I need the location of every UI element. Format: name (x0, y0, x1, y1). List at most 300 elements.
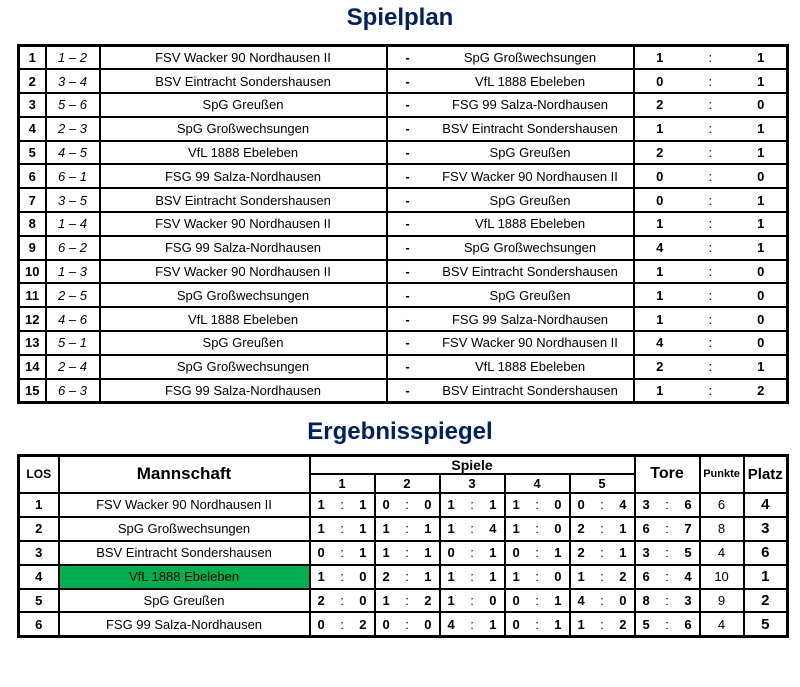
match-number: 10 (19, 260, 46, 284)
points: 9 (700, 589, 744, 613)
home-goals: 1 (656, 311, 664, 327)
home-goals: 1 (656, 287, 664, 303)
game-4-home: 0 (512, 545, 520, 561)
game-5-result (570, 589, 635, 613)
team-lot-number: 4 (19, 565, 59, 589)
game-1-away: 1 (359, 545, 367, 561)
score-colon: : (708, 192, 713, 208)
game-2-home: 1 (382, 592, 390, 608)
score-colon: : (470, 497, 474, 513)
spielplan-row (19, 46, 788, 70)
rank: 3 (744, 517, 788, 541)
away-team: VfL 1888 Ebeleben (474, 216, 586, 232)
game-1-away: 0 (359, 592, 367, 608)
score-colon: : (340, 616, 344, 632)
vs-dash: - (405, 50, 410, 66)
game-3-home: 0 (447, 545, 455, 561)
ergebnisspiegel-header (19, 455, 788, 493)
away-team: SpG Großwechsungen (463, 240, 597, 256)
score-colon: : (708, 335, 713, 351)
pairing-label: 1 – 2 (46, 46, 100, 70)
score-colon: : (405, 569, 409, 585)
match-number: 1 (19, 46, 46, 70)
ergebnisspiegel-body (19, 493, 788, 636)
goals-for: 5 (642, 616, 650, 632)
home-team: FSG 99 Salza-Nordhausen (100, 236, 387, 260)
score-colon: : (535, 592, 539, 608)
game-3-away: 1 (489, 545, 497, 561)
game-1-result (310, 565, 375, 589)
game-2-away: 2 (424, 592, 432, 608)
header-tore: Tore (635, 455, 700, 493)
game-5-home: 0 (577, 497, 585, 513)
match-number: 6 (19, 164, 46, 188)
score-colon: : (665, 497, 669, 513)
game-1-result (310, 589, 375, 613)
score-colon: : (600, 545, 604, 561)
home-team: SpG Greußen (100, 331, 387, 355)
game-2-home: 2 (382, 569, 390, 585)
team-lot-number: 5 (19, 589, 59, 613)
header-matchday-3: 3 (440, 474, 505, 493)
score-colon: : (600, 569, 604, 585)
score-colon: : (708, 311, 713, 327)
pairing-label: 6 – 2 (46, 236, 100, 260)
away-goals: 0 (757, 287, 765, 303)
home-goals: 1 (656, 121, 664, 137)
game-1-home: 2 (317, 592, 325, 608)
goals-total (635, 517, 700, 541)
goals-for: 3 (642, 497, 650, 513)
away-team: SpG Greußen (489, 287, 571, 303)
home-team: BSV Eintracht Sondershausen (100, 188, 387, 212)
game-4-result (505, 589, 570, 613)
game-5-result (570, 517, 635, 541)
score-colon: : (470, 592, 474, 608)
game-3-result (440, 517, 505, 541)
home-goals: 1 (656, 216, 664, 232)
pairing-label: 5 – 6 (46, 93, 100, 117)
score-colon: : (600, 592, 604, 608)
score-colon: : (600, 497, 604, 513)
game-1-result (310, 493, 375, 517)
rank: 1 (744, 565, 788, 589)
spielplan-row (19, 331, 788, 355)
header-matchday-1: 1 (310, 474, 375, 493)
away-cell (387, 141, 634, 165)
points: 4 (700, 612, 744, 636)
score-colon: : (340, 545, 344, 561)
match-number: 14 (19, 355, 46, 379)
game-3-away: 1 (489, 497, 497, 513)
game-1-away: 2 (359, 616, 367, 632)
match-number: 4 (19, 117, 46, 141)
home-team: SpG Großwechsungen (100, 283, 387, 307)
score-colon: : (535, 569, 539, 585)
score-colon: : (535, 521, 539, 537)
game-3-result (440, 612, 505, 636)
home-goals: 4 (656, 335, 664, 351)
goals-against: 5 (684, 545, 692, 561)
home-goals: 2 (656, 145, 664, 161)
game-3-away: 1 (489, 616, 497, 632)
ergebnis-row (19, 589, 788, 613)
away-cell (387, 188, 634, 212)
game-1-home: 0 (317, 616, 325, 632)
game-2-result (375, 589, 440, 613)
away-goals: 1 (757, 145, 765, 161)
game-1-result (310, 541, 375, 565)
away-goals: 1 (757, 73, 765, 89)
game-3-home: 1 (447, 497, 455, 513)
game-4-away: 0 (554, 569, 562, 585)
rank: 6 (744, 541, 788, 565)
home-team: VfL 1888 Ebeleben (100, 307, 387, 331)
game-5-home: 1 (577, 569, 585, 585)
team-name: SpG Großwechsungen (59, 517, 310, 541)
goals-total (635, 612, 700, 636)
result-cell (634, 69, 788, 93)
away-cell (387, 379, 634, 403)
score-colon: : (665, 616, 669, 632)
game-1-home: 1 (317, 521, 325, 537)
goals-total (635, 541, 700, 565)
game-3-away: 0 (489, 592, 497, 608)
away-cell (387, 212, 634, 236)
result-cell (634, 283, 788, 307)
score-colon: : (340, 497, 344, 513)
spielplan-row (19, 355, 788, 379)
rank: 4 (744, 493, 788, 517)
away-team: SpG Greußen (489, 192, 571, 208)
match-number: 15 (19, 379, 46, 403)
home-team: FSV Wacker 90 Nordhausen II (100, 46, 387, 70)
score-colon: : (405, 497, 409, 513)
game-2-home: 0 (382, 616, 390, 632)
header-matchday-4: 4 (505, 474, 570, 493)
game-4-away: 1 (554, 592, 562, 608)
away-team: FSG 99 Salza-Nordhausen (451, 311, 609, 327)
home-goals: 0 (656, 168, 664, 184)
vs-dash: - (405, 359, 410, 375)
away-team: BSV Eintracht Sondershausen (442, 264, 618, 280)
match-number: 12 (19, 307, 46, 331)
score-colon: : (708, 287, 713, 303)
spielplan-row (19, 260, 788, 284)
vs-dash: - (405, 240, 410, 256)
score-colon: : (470, 569, 474, 585)
away-goals: 1 (757, 240, 765, 256)
spielplan-row (19, 379, 788, 403)
away-team: FSV Wacker 90 Nordhausen II (442, 168, 618, 184)
away-cell (387, 117, 634, 141)
away-goals: 1 (757, 359, 765, 375)
spielplan-row (19, 283, 788, 307)
game-2-result (375, 517, 440, 541)
points: 10 (700, 565, 744, 589)
home-goals: 2 (656, 97, 664, 113)
goals-total (635, 493, 700, 517)
game-1-result (310, 517, 375, 541)
away-team: SpG Greußen (489, 145, 571, 161)
header-punkte: Punkte (700, 455, 744, 493)
away-cell (387, 46, 634, 70)
game-2-result (375, 541, 440, 565)
away-goals: 0 (757, 97, 765, 113)
header-los: LOS (19, 455, 59, 493)
pairing-label: 4 – 5 (46, 141, 100, 165)
match-number: 7 (19, 188, 46, 212)
game-4-home: 0 (512, 616, 520, 632)
vs-dash: - (405, 192, 410, 208)
goals-against: 3 (684, 592, 692, 608)
game-3-home: 1 (447, 592, 455, 608)
match-number: 11 (19, 283, 46, 307)
score-colon: : (405, 592, 409, 608)
result-cell (634, 93, 788, 117)
game-2-away: 1 (424, 521, 432, 537)
game-4-home: 1 (512, 497, 520, 513)
away-cell (387, 283, 634, 307)
goals-for: 8 (642, 592, 650, 608)
ergebnis-row (19, 541, 788, 565)
away-goals: 0 (757, 335, 765, 351)
game-5-result (570, 493, 635, 517)
game-4-home: 0 (512, 592, 520, 608)
score-colon: : (708, 382, 713, 398)
goals-against: 7 (684, 521, 692, 537)
game-2-away: 1 (424, 545, 432, 561)
score-colon: : (470, 521, 474, 537)
game-5-home: 1 (577, 616, 585, 632)
pairing-label: 1 – 4 (46, 212, 100, 236)
spielplan-row (19, 69, 788, 93)
home-goals: 0 (656, 192, 664, 208)
game-4-away: 0 (554, 497, 562, 513)
team-name: FSG 99 Salza-Nordhausen (59, 612, 310, 636)
game-3-home: 1 (447, 569, 455, 585)
away-team: VfL 1888 Ebeleben (474, 73, 586, 89)
pairing-label: 2 – 4 (46, 355, 100, 379)
result-cell (634, 164, 788, 188)
spielplan-row (19, 141, 788, 165)
game-4-home: 1 (512, 521, 520, 537)
result-cell (634, 260, 788, 284)
match-number: 3 (19, 93, 46, 117)
game-5-home: 4 (577, 592, 585, 608)
home-team: BSV Eintracht Sondershausen (100, 69, 387, 93)
score-colon: : (340, 592, 344, 608)
team-name: SpG Greußen (59, 589, 310, 613)
home-goals: 1 (656, 264, 664, 280)
game-3-home: 1 (447, 521, 455, 537)
home-team: FSG 99 Salza-Nordhausen (100, 164, 387, 188)
score-colon: : (535, 497, 539, 513)
goals-against: 4 (684, 569, 692, 585)
result-cell (634, 307, 788, 331)
game-2-result (375, 612, 440, 636)
score-colon: : (535, 616, 539, 632)
game-3-home: 4 (447, 616, 455, 632)
ergebnis-row (19, 612, 788, 636)
score-colon: : (340, 569, 344, 585)
game-4-result (505, 493, 570, 517)
spielplan-row (19, 188, 788, 212)
game-2-home: 1 (382, 545, 390, 561)
game-2-result (375, 565, 440, 589)
team-name: BSV Eintracht Sondershausen (59, 541, 310, 565)
away-team: VfL 1888 Ebeleben (474, 359, 586, 375)
home-team: FSG 99 Salza-Nordhausen (100, 379, 387, 403)
spielplan-row (19, 93, 788, 117)
points: 8 (700, 517, 744, 541)
vs-dash: - (405, 216, 410, 232)
score-colon: : (708, 359, 713, 375)
away-cell (387, 164, 634, 188)
away-cell (387, 307, 634, 331)
away-team: FSG 99 Salza-Nordhausen (451, 97, 609, 113)
game-5-away: 1 (619, 521, 627, 537)
vs-dash: - (405, 97, 410, 113)
away-goals: 2 (757, 382, 765, 398)
score-colon: : (708, 50, 713, 66)
game-1-home: 1 (317, 569, 325, 585)
score-colon: : (708, 264, 713, 280)
match-number: 5 (19, 141, 46, 165)
goals-total (635, 565, 700, 589)
game-3-result (440, 589, 505, 613)
game-3-result (440, 565, 505, 589)
score-colon: : (665, 569, 669, 585)
game-2-home: 0 (382, 497, 390, 513)
team-name: VfL 1888 Ebeleben (59, 565, 310, 589)
vs-dash: - (405, 311, 410, 327)
score-colon: : (405, 545, 409, 561)
ergebnisspiegel-table (17, 454, 789, 638)
away-team: SpG Großwechsungen (463, 50, 597, 66)
pairing-label: 4 – 6 (46, 307, 100, 331)
team-lot-number: 2 (19, 517, 59, 541)
spielplan-title: Spielplan (346, 4, 454, 31)
score-colon: : (600, 521, 604, 537)
vs-dash: - (405, 382, 410, 398)
score-colon: : (708, 168, 713, 184)
ergebnis-row (19, 493, 788, 517)
score-colon: : (535, 545, 539, 561)
home-goals: 2 (656, 359, 664, 375)
match-number: 9 (19, 236, 46, 260)
result-cell (634, 331, 788, 355)
ergebnis-row (19, 517, 788, 541)
away-cell (387, 260, 634, 284)
score-colon: : (708, 216, 713, 232)
away-cell (387, 93, 634, 117)
result-cell (634, 141, 788, 165)
game-4-result (505, 517, 570, 541)
away-team: BSV Eintracht Sondershausen (442, 382, 618, 398)
vs-dash: - (405, 168, 410, 184)
game-1-home: 0 (317, 545, 325, 561)
spielplan-row (19, 117, 788, 141)
team-lot-number: 6 (19, 612, 59, 636)
home-goals: 0 (656, 73, 664, 89)
away-goals: 1 (757, 121, 765, 137)
score-colon: : (708, 97, 713, 113)
spielplan-row (19, 212, 788, 236)
ergebnisspiegel-title: Ergebnisspiegel (307, 417, 493, 445)
game-3-result (440, 541, 505, 565)
away-goals: 1 (757, 192, 765, 208)
game-5-result (570, 541, 635, 565)
match-number: 8 (19, 212, 46, 236)
away-cell (387, 236, 634, 260)
home-team: FSV Wacker 90 Nordhausen II (100, 260, 387, 284)
game-4-away: 1 (554, 545, 562, 561)
vs-dash: - (405, 73, 410, 89)
away-goals: 0 (757, 168, 765, 184)
game-1-away: 0 (359, 569, 367, 585)
score-colon: : (600, 616, 604, 632)
team-lot-number: 1 (19, 493, 59, 517)
spielplan-row (19, 164, 788, 188)
home-goals: 1 (656, 50, 664, 66)
rank: 2 (744, 589, 788, 613)
vs-dash: - (405, 145, 410, 161)
result-cell (634, 236, 788, 260)
away-goals: 1 (757, 50, 765, 66)
pairing-label: 6 – 3 (46, 379, 100, 403)
vs-dash: - (405, 264, 410, 280)
game-4-away: 0 (554, 521, 562, 537)
ergebnis-row (19, 565, 788, 589)
game-2-home: 1 (382, 521, 390, 537)
score-colon: : (708, 73, 713, 89)
away-cell (387, 69, 634, 93)
home-team: SpG Großwechsungen (100, 117, 387, 141)
score-colon: : (708, 145, 713, 161)
game-5-result (570, 612, 635, 636)
home-team: FSV Wacker 90 Nordhausen II (100, 212, 387, 236)
goals-against: 6 (684, 497, 692, 513)
game-2-away: 1 (424, 569, 432, 585)
result-cell (634, 46, 788, 70)
game-5-home: 2 (577, 521, 585, 537)
spielplan-body (19, 46, 788, 403)
game-3-away: 1 (489, 569, 497, 585)
game-2-away: 0 (424, 497, 432, 513)
result-cell (634, 355, 788, 379)
points: 4 (700, 541, 744, 565)
away-goals: 1 (757, 216, 765, 232)
score-colon: : (665, 545, 669, 561)
rank: 5 (744, 612, 788, 636)
home-goals: 1 (656, 382, 664, 398)
goals-for: 6 (642, 521, 650, 537)
game-5-home: 2 (577, 545, 585, 561)
team-lot-number: 3 (19, 541, 59, 565)
vs-dash: - (405, 287, 410, 303)
game-2-result (375, 493, 440, 517)
away-cell (387, 355, 634, 379)
away-team: FSV Wacker 90 Nordhausen II (442, 335, 618, 351)
score-colon: : (665, 521, 669, 537)
game-1-away: 1 (359, 521, 367, 537)
match-number: 13 (19, 331, 46, 355)
result-cell (634, 188, 788, 212)
game-1-home: 1 (317, 497, 325, 513)
game-4-away: 1 (554, 616, 562, 632)
game-5-away: 0 (619, 592, 627, 608)
